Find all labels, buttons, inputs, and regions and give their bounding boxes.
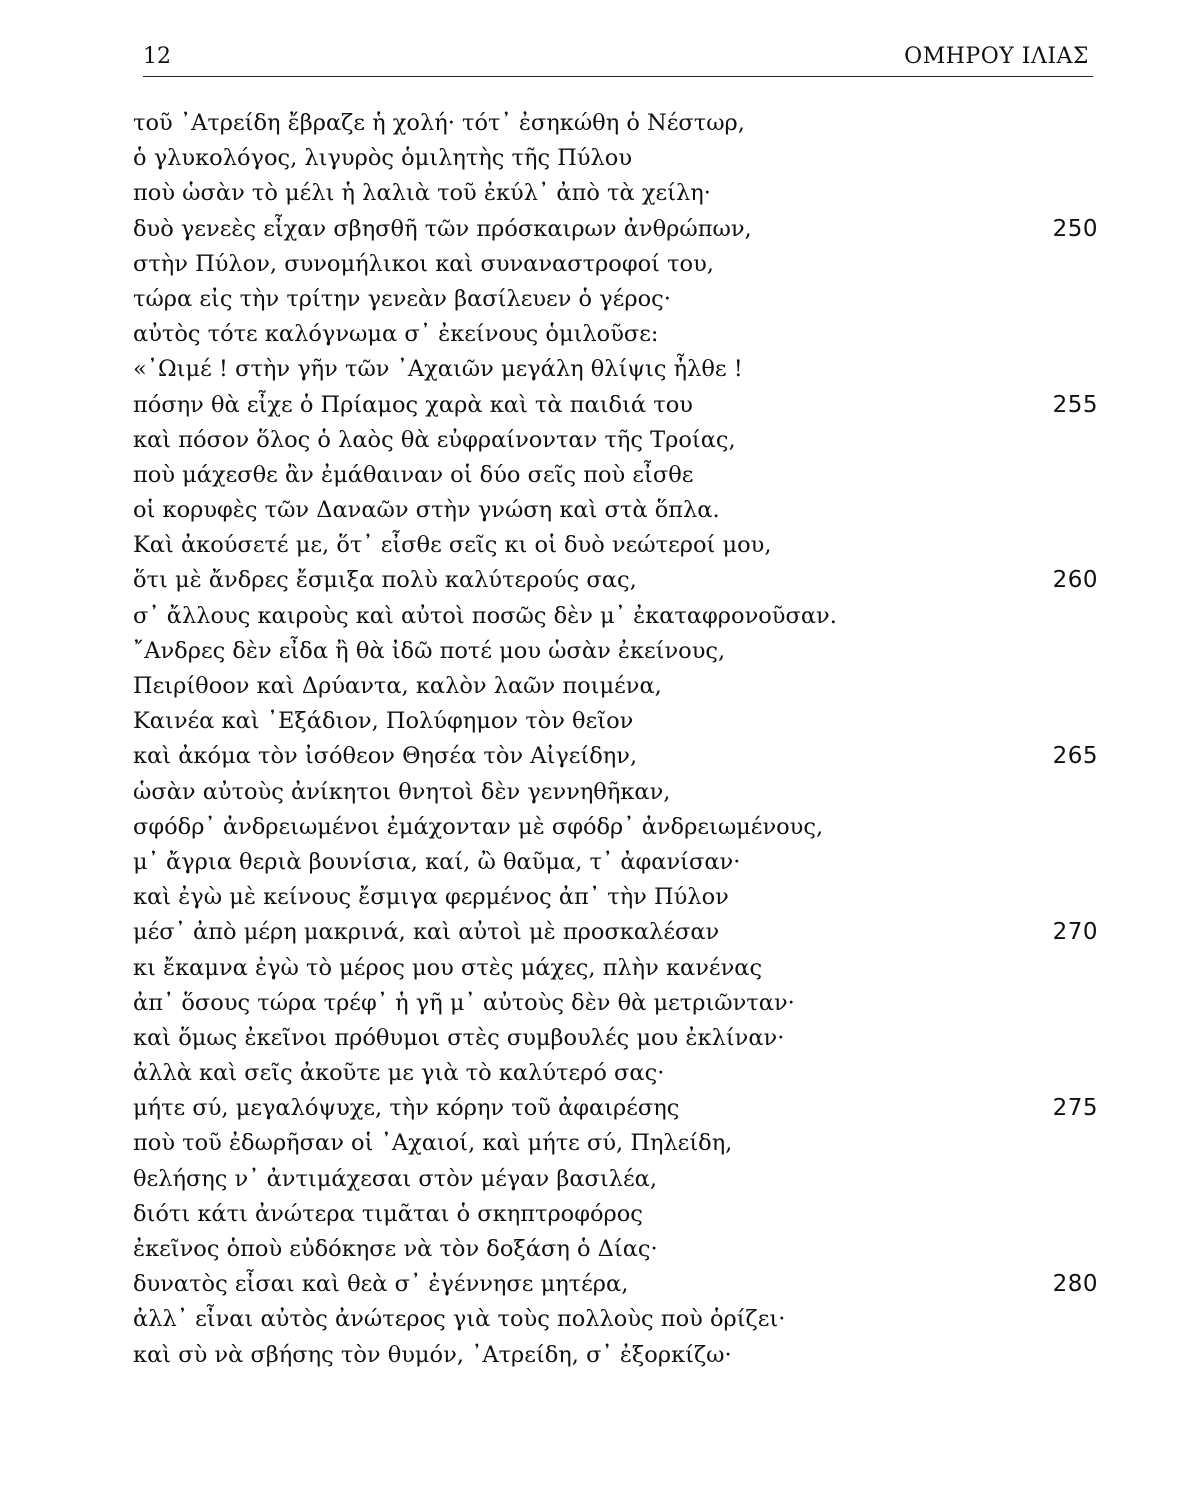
verse-line [133, 1232, 1098, 1267]
verse-line [133, 247, 1098, 282]
verse-line [133, 810, 1098, 845]
verse-line [133, 704, 1098, 739]
verse-line [133, 317, 1098, 352]
verse-text: καὶ ἐγὼ μὲ κείνους ἔσμιγα φερμένος ἀπ᾿ τὴν Πύλον [133, 884, 729, 911]
verse-line [133, 458, 1098, 493]
verse-line [133, 423, 1098, 458]
header-rule [143, 76, 1093, 77]
verse-text: καὶ ἀκόμα τὸν ἰσόθεον Θησέα τὸν Αἰγείδην, [133, 743, 638, 770]
verse-text: μ᾿ ἄγρια θεριὰ βουνίσια, καί, ὢ θαῦμα, τ᾿ ἀφανίσαν· [133, 848, 741, 875]
verse-text: δυὸ γενεὲς εἶχαν σβησθῆ τῶν πρόσκαιρων ἀνθρώπων, [133, 215, 752, 242]
verse-line [133, 176, 1098, 211]
verse-line [133, 951, 1098, 986]
verse-text: ἐκεῖνος ὁποὺ εὐδόκησε νὰ τὸν δοξάση ὁ Δίας· [133, 1236, 658, 1262]
verse-text: στὴν Πύλον, συνομήλικοι καὶ συναναστροφοί του, [133, 250, 714, 277]
verse-line [133, 141, 1098, 176]
verse-line [133, 282, 1098, 317]
verse-line [133, 669, 1098, 704]
verse-text: ὁ γλυκολόγος, λιγυρὸς ὁμιλητὴς τῆς Πύλου [133, 145, 633, 172]
verse-line [133, 106, 1098, 141]
running-title: ΟΜΗΡΟΥ ΙΛΙΑΣ [904, 44, 1089, 69]
verse-text: τώρα εἰς τὴν τρίτην γενεὰν βασίλευεν ὁ γέρος· [133, 285, 671, 312]
verse-text: μέσ᾿ ἀπὸ μέρη μακρινά, καὶ αὐτοὶ μὲ προσκαλέσαν [133, 919, 720, 946]
verse-number: 280 [1052, 1271, 1098, 1298]
verse-line [133, 1197, 1098, 1232]
verse-text: αὐτὸς τότε καλόγνωμα σ᾿ ἐκείνους ὁμιλοῦσε: [133, 321, 659, 348]
verse-text: καὶ ὅμως ἐκεῖνοι πρόθυμοι στὲς συμβουλές μου ἐκλίναν· [133, 1024, 785, 1051]
verse-text: «᾿Ωιμέ ! στὴν γῆν τῶν ᾿Αχαιῶν μεγάλη θλίψις ἦλθε ! [133, 356, 743, 383]
verse-line [133, 528, 1098, 563]
verse-text: ποὺ μάχεσθε ἂν ἐμάθαιναν οἱ δύο σεῖς ποὺ εἶσθε [133, 461, 694, 488]
verse-number: 265 [1052, 743, 1098, 770]
verse-list [133, 106, 1098, 1373]
verse-text: κι ἔκαμνα ἐγὼ τὸ μέρος μου στὲς μάχες, πλὴν κανένας [133, 954, 763, 981]
verse-text: καὶ πόσον ὅλος ὁ λαὸς θὰ εὐφραίνονταν τῆς Τροίας, [133, 426, 736, 453]
verse-line [133, 775, 1098, 810]
verse-text: Πειρίθοον καὶ Δρύαντα, καλὸν λαῶν ποιμένα, [133, 673, 662, 699]
verse-line [133, 845, 1098, 880]
verse-number: 260 [1052, 567, 1098, 594]
verse-line [133, 1267, 1098, 1302]
verse-text: σ᾿ ἄλλους καιροὺς καὶ αὐτοὶ ποσῶς δὲν μ᾿ ἐκαταφρονοῦσαν. [133, 602, 837, 629]
verse-text: ὡσὰν αὐτοὺς ἀνίκητοι θνητοὶ δὲν γεννηθῆκαν, [133, 778, 671, 805]
verse-text: σφόδρ᾿ ἀνδρειωμένοι ἐμάχονταν μὲ σφόδρ᾿ ἀνδρειωμένους, [133, 813, 824, 840]
verse-line [133, 599, 1098, 634]
verse-number: 275 [1052, 1095, 1098, 1122]
page-header [143, 40, 1093, 80]
verse-text: ῎Ανδρες δὲν εἶδα ἢ θὰ ἰδῶ ποτέ μου ὡσὰν ἐκείνους, [133, 637, 726, 664]
verse-line [133, 388, 1098, 423]
verse-line [133, 1126, 1098, 1161]
verse-line [133, 1021, 1098, 1056]
verse-text: διότι κάτι ἀνώτερα τιμᾶται ὁ σκηπτροφόρος [133, 1200, 643, 1227]
verse-line [133, 880, 1098, 915]
verse-text: πόσην θὰ εἶχε ὁ Πρίαμος χαρὰ καὶ τὰ παιδιά του [133, 391, 693, 418]
verse-text: οἱ κορυφὲς τῶν Δαναῶν στὴν γνώση καὶ στὰ ὅπλα. [133, 497, 720, 524]
verse-text: τοῦ ᾿Ατρείδη ἔβραζε ἡ χολή· τότ᾿ ἐσηκώθη ὁ Νέστωρ, [133, 110, 745, 136]
verse-line [133, 915, 1098, 950]
verse-line [133, 493, 1098, 528]
verse-text: Καὶ ἀκούσετέ με, ὅτ᾿ εἶσθε σεῖς κι οἱ δυὸ νεώτεροί μου, [133, 532, 772, 559]
verse-line [133, 634, 1098, 669]
verse-text: καὶ σὺ νὰ σβήσης τὸν θυμόν, ᾿Ατρείδη, σ᾿ ἐξορκίζω· [133, 1341, 732, 1368]
verse-line [133, 1162, 1098, 1197]
verse-line [133, 986, 1098, 1021]
page-number: 12 [143, 44, 171, 69]
verse-text: ἀλλ᾿ εἶναι αὐτὸς ἀνώτερος γιὰ τοὺς πολλοὺς ποὺ ὁρίζει· [133, 1306, 786, 1333]
verse-line [133, 352, 1098, 387]
verse-line [133, 212, 1098, 247]
verse-text: ποὺ τοῦ ἐδωρῆσαν οἱ ᾿Αχαιοί, καὶ μήτε σύ, Πηλείδη, [133, 1130, 733, 1157]
verse-line [133, 1338, 1098, 1373]
verse-text: ἀλλὰ καὶ σεῖς ἀκοῦτε με γιὰ τὸ καλύτερό σας· [133, 1060, 665, 1087]
verse-text: ὅτι μὲ ἄνδρες ἔσμιξα πολὺ καλύτερούς σας, [133, 567, 637, 594]
verse-line [133, 1302, 1098, 1337]
verse-number: 255 [1052, 391, 1098, 418]
verse-line [133, 1056, 1098, 1091]
verse-text: θελήσης ν᾿ ἀντιμάχεσαι στὸν μέγαν βασιλέα, [133, 1165, 657, 1192]
verse-text: ποὺ ὡσὰν τὸ μέλι ἡ λαλιὰ τοῦ ἐκύλ᾿ ἀπὸ τὰ χείλη· [133, 180, 711, 207]
verse-line [133, 563, 1098, 598]
verse-text: μήτε σύ, μεγαλόψυχε, τὴν κόρην τοῦ ἀφαιρέσης [133, 1095, 680, 1122]
verse-text: ἀπ᾿ ὅσους τώρα τρέφ᾿ ἡ γῆ μ᾿ αὐτοὺς δὲν θὰ μετριῶνταν· [133, 989, 795, 1016]
verse-line [133, 739, 1098, 774]
verse-number: 250 [1052, 215, 1098, 242]
verse-text: Καινέα καὶ ᾿Εξάδιον, Πολύφημον τὸν θεῖον [133, 708, 634, 735]
verse-line [133, 1091, 1098, 1126]
verse-text: δυνατὸς εἶσαι καὶ θεὰ σ᾿ ἐγέννησε μητέρα, [133, 1271, 629, 1298]
verse-number: 270 [1052, 919, 1098, 946]
